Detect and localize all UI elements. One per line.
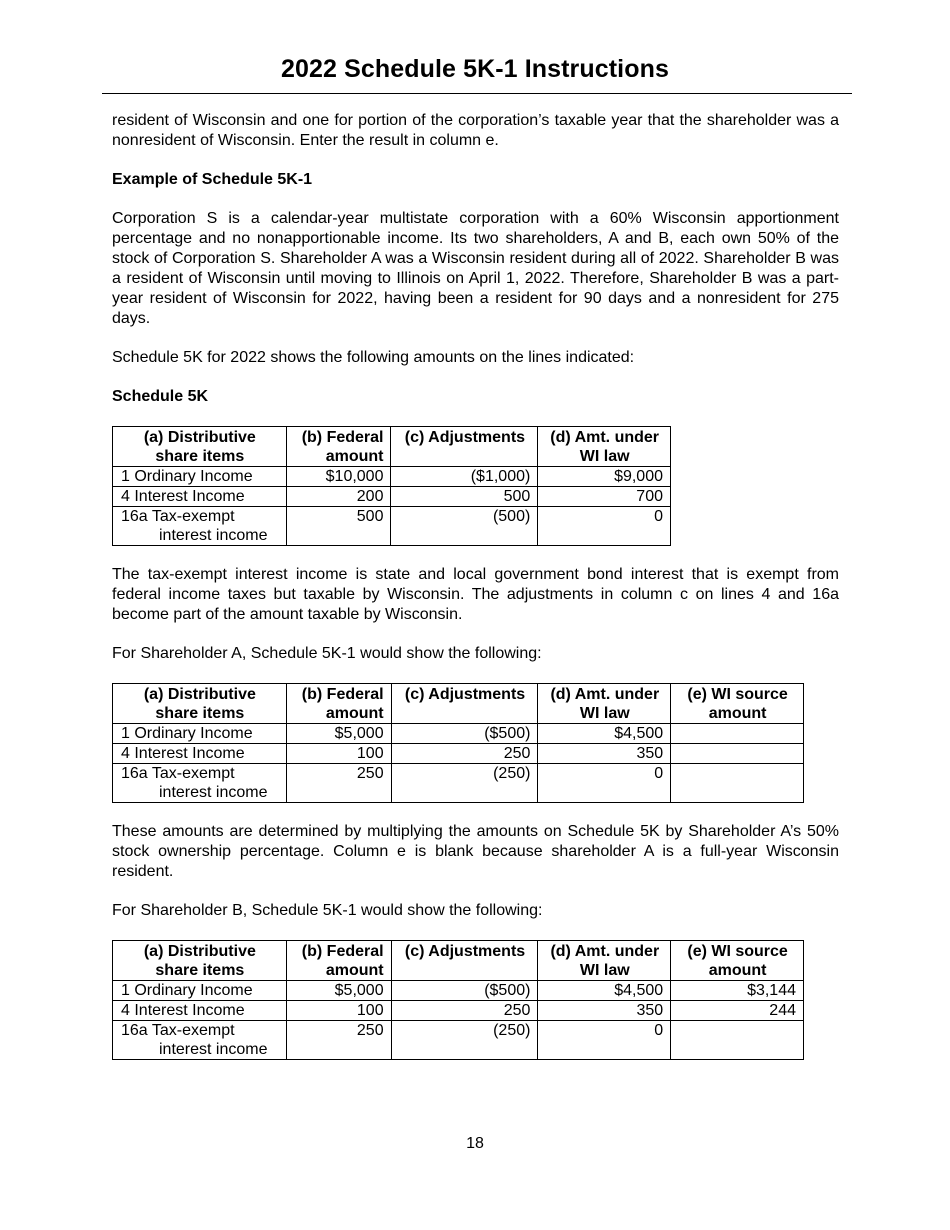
- cell-wi-source: [671, 724, 804, 744]
- paragraph-tax-exempt: The tax-exempt interest income is state and local government bond interest that is exempt from federal income taxes but taxable by Wisconsin. The adjustments in column c on lines 4 and 16a become part of the amount taxable by Wisconsin.: [112, 566, 839, 623]
- cell-wi-source: [671, 764, 804, 803]
- paragraph-corporation-s: Corporation S is a calendar-year multistate corporation with a 60% Wisconsin apportionment percentage and no nonapportionable income. Its two shareholders, A and B, each own 50% of the stock of Corporation S. Shareholder A was a Wisconsin resident during all of 2022. Shareholder B was a resident of Wisconsin until moving to Illinois on April 1, 2022. Therefore, Shareholder B was a part-year resident of Wisconsin for 2022, having been a resident for 90 days and a nonresident for 275 days.: [112, 210, 839, 327]
- paragraph-shareholder-a-explanation: These amounts are determined by multiplying the amounts on Schedule 5K by Shareholder A’s 50% stock ownership percentage. Column e is blank because shareholder A is a full-year Wisconsin resident.: [112, 823, 839, 880]
- paragraph-shareholder-b-intro: For Shareholder B, Schedule 5K-1 would show the following:: [112, 902, 543, 919]
- header-adjustments: (c) Adjustments: [391, 427, 538, 467]
- header-adjustments: (c) Adjustments: [391, 684, 538, 724]
- cell-federal: 200: [286, 487, 391, 507]
- cell-wi-law: 0: [538, 764, 671, 803]
- header-wi-law: (d) Amt. under WI law: [538, 684, 671, 724]
- header-distributive: (a) Distributive share items: [113, 684, 287, 724]
- shareholder-a-table: [112, 683, 804, 803]
- row-label: 16a Tax-exempt interest income: [113, 764, 287, 803]
- cell-adjustments: 250: [391, 1001, 538, 1021]
- row-label: 1 Ordinary Income: [113, 724, 287, 744]
- page-title: 2022 Schedule 5K-1 Instructions: [281, 55, 669, 83]
- document-body: [112, 111, 839, 1079]
- cell-wi-law: 350: [538, 744, 671, 764]
- header-distributive: (a) Distributive share items: [113, 427, 287, 467]
- row-label: 1 Ordinary Income: [113, 467, 287, 487]
- cell-adjustments: 500: [391, 487, 538, 507]
- header-wi-law: (d) Amt. under WI law: [538, 941, 671, 981]
- cell-wi-source: [671, 744, 804, 764]
- header-distributive: (a) Distributive share items: [113, 941, 287, 981]
- cell-adjustments: (250): [391, 764, 538, 803]
- header-adjustments: (c) Adjustments: [391, 941, 538, 981]
- cell-federal: 100: [286, 1001, 391, 1021]
- row-label: 4 Interest Income: [113, 487, 287, 507]
- cell-federal: 250: [286, 1021, 391, 1060]
- cell-federal: 100: [286, 744, 391, 764]
- header-federal: (b) Federal amount: [286, 684, 391, 724]
- title-divider: [102, 93, 852, 94]
- table-row: [113, 724, 804, 744]
- paragraph-shareholder-a-intro: For Shareholder A, Schedule 5K-1 would show the following:: [112, 645, 542, 662]
- cell-wi-law: 0: [538, 1021, 671, 1060]
- schedule-5k-heading: Schedule 5K: [112, 388, 209, 405]
- paragraph-schedule-5k-intro: Schedule 5K for 2022 shows the following amounts on the lines indicated:: [112, 349, 635, 366]
- row-label: 4 Interest Income: [113, 1001, 287, 1021]
- cell-wi-law: 350: [538, 1001, 671, 1021]
- table-row: [113, 1021, 804, 1060]
- table-row: [113, 1001, 804, 1021]
- table-row: [113, 507, 671, 546]
- table-row: [113, 981, 804, 1001]
- cell-wi-source: 244: [671, 1001, 804, 1021]
- cell-wi-source: $3,144: [671, 981, 804, 1001]
- cell-wi-law: $9,000: [538, 467, 671, 487]
- cell-federal: 250: [286, 764, 391, 803]
- header-wi-law: (d) Amt. under WI law: [538, 427, 671, 467]
- table-row: [113, 467, 671, 487]
- cell-federal: $5,000: [286, 981, 391, 1001]
- row-label: 1 Ordinary Income: [113, 981, 287, 1001]
- cell-federal: $10,000: [286, 467, 391, 487]
- cell-adjustments: ($500): [391, 981, 538, 1001]
- header-wi-source: (e) WI source amount: [671, 941, 804, 981]
- header-federal: (b) Federal amount: [286, 427, 391, 467]
- row-label: 16a Tax-exempt interest income: [113, 1021, 287, 1060]
- row-label: 16a Tax-exempt interest income: [113, 507, 287, 546]
- header-wi-source: (e) WI source amount: [671, 684, 804, 724]
- row-label: 4 Interest Income: [113, 744, 287, 764]
- shareholder-b-table: [112, 940, 804, 1060]
- cell-adjustments: (250): [391, 1021, 538, 1060]
- table-header-row: [113, 684, 804, 724]
- table-header-row: [113, 427, 671, 467]
- cell-adjustments: ($1,000): [391, 467, 538, 487]
- cell-adjustments: (500): [391, 507, 538, 546]
- cell-wi-law: 0: [538, 507, 671, 546]
- cell-wi-source: [671, 1021, 804, 1060]
- cell-adjustments: 250: [391, 744, 538, 764]
- cell-wi-law: $4,500: [538, 724, 671, 744]
- schedule-5k-table: [112, 426, 671, 546]
- cell-wi-law: 700: [538, 487, 671, 507]
- table-row: [113, 487, 671, 507]
- cell-federal: 500: [286, 507, 391, 546]
- page-number: 18: [466, 1135, 484, 1152]
- cell-wi-law: $4,500: [538, 981, 671, 1001]
- cell-adjustments: ($500): [391, 724, 538, 744]
- cell-federal: $5,000: [286, 724, 391, 744]
- table-header-row: [113, 941, 804, 981]
- table-row: [113, 764, 804, 803]
- table-row: [113, 744, 804, 764]
- example-heading: Example of Schedule 5K-1: [112, 171, 313, 188]
- paragraph-continuation: resident of Wisconsin and one for portion of the corporation’s taxable year that the shareholder was a nonresident of Wisconsin. Enter the result in column e.: [112, 112, 839, 149]
- header-federal: (b) Federal amount: [286, 941, 391, 981]
